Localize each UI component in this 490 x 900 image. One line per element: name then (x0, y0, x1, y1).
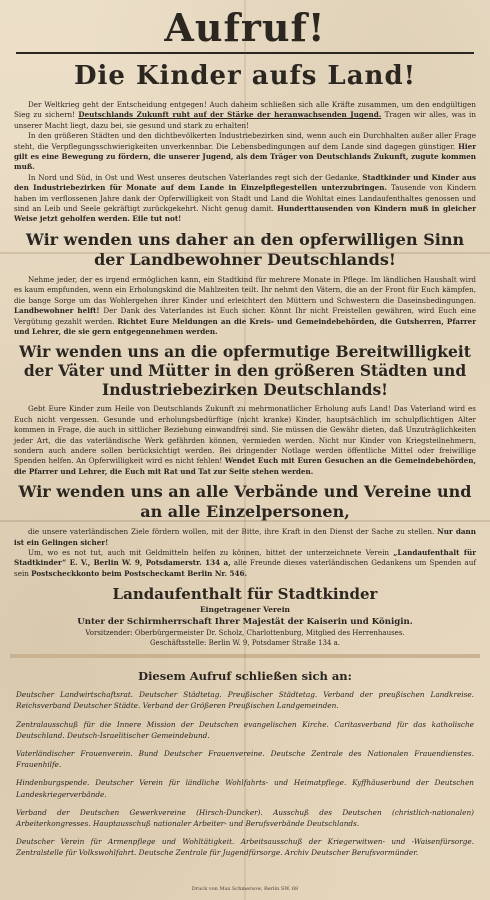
supporter-group: Verband der Deutschen Gewerkvereine (Hirsch-Duncker). Ausschuß des Deutschen (christlich-nationalen) Arbeiterkongresses. Hauptausschuß nationaler Arbeiter- und Berufsverbände Deutschlands. (16, 807, 474, 829)
movement-paragraph: In Nord und Süd, in Ost und West unseres deutschen Vaterlandes regt sich der Gedanke, Stadtkinder und Kinder aus den Industriebezirken für Monate auf dem Lande in Einzelpflegestellen unterzubringen. Tausende von Kindern haben im verflossenen Jahre dank der Opferwilligkeit von Stadt und Land die Wohltat eines Landaufenthaltes genossen und sind an Leib und Seele gekräftigt zurückgekehrt. Nicht genug damit. Hunderttausenden von Kindern muß in gleicher Weise jetzt geholfen werden. Eile tut not! (14, 172, 476, 224)
supporter-group: Hindenburgspende. Deutscher Verein für ländliche Wohlfahrts- und Heimatpflege. Kyffhäuserbund der Deutschen Landeskriegerverbände. (16, 778, 474, 799)
poster-title: Aufruf! (164, 5, 326, 50)
supporter-group: Deutscher Landwirtschaftsrat. Deutscher Städtetag. Preußischer Städtetag. Verband der preußischen Landkreise. Reichsverband Deutscher Städte. Verband der Größeren Preußischen Landgemeinden. (16, 690, 474, 711)
supporter-group: Vaterländischer Frauenverein. Bund Deutscher Frauenvereine. Deutsche Zentrale des Nationalen Frauendienstes. Frauenhilfe. (16, 749, 474, 770)
heading-parents-appeal: Wir wenden uns an die opfermutige Bereitwilligkeit der Väter und Mütter in den größeren Städten und Industriebezirken Deutschlands! (19, 342, 471, 400)
parents-paragraph: Gebt Eure Kinder zum Heile von Deutschlands Zukunft zu mehrmonatlicher Erholung aufs Land! Das Vaterland wird es Euch nicht vergessen. Gesunde und erholungsbedürftige (nicht kranke) Kinder, hauptsächlich im schulpflichtigen Alter kommen in Frage, die auch in sittlicher Beziehung einwandfrei sind. Sie müssen die Gewähr dieten, daß Unzuträglichkeiten jeder Art, die das vaterländische Werk gefährden können, vermieden werden. Nicht nur Kinder von Kriegsteilnehmern, sondern auch andere sollen berücksichtigt werden. Bei dringender Notlage werden öffentliche Mittel oder freiwillige Spenden helfen. An Opferwilligkeit wird es nicht fehlen! Wendet Euch mit Euren Gesuchen an die Gemeindebehörden, die Pfarrer und Lehrer, die Euch mit Rat und Tat zur Seite stehen werden. (14, 404, 476, 476)
supporters-heading: Diesem Aufruf schließen sich an: (138, 669, 352, 684)
donation-paragraph: Um, wo es not tut, auch mit Geldmitteln helfen zu können, bittet der unterzeichnete Verein „Landaufenthalt für Stadtkinder“ E. V., Berlin W. 9, Potsdamerstr. 134 a, alle Freunde dieses vaterländischen Gedankens um Spenden auf sein Postscheckkonto beim Postscheckamt Berlin Nr. 546. (14, 547, 476, 578)
poster-subtitle: Die Kinder aufs Land! (73, 61, 417, 91)
organization-name: Landaufenthalt für Stadtkinder (112, 585, 378, 604)
fold-line (244, 0, 246, 900)
printer-imprint: Druck von Max Schmersow, Berlin SW. 68 (191, 886, 299, 892)
intro-paragraph: Der Weltkrieg geht der Entscheidung entgegen! Auch daheim schließen sich alle Kräfte zusammen, um den endgültigen Sieg zu sichern! Deutschlands Zukunft ruht auf der Stärke der heranwachsenden Jugend. Tragen wir alles, was in unserer Macht liegt, dazu bei, sie gesund und stark zu erhalten! (14, 100, 476, 130)
rural-paragraph: Nehme jeder, der es irgend ermöglichen kann, ein Stadtkind für mehrere Monate in Pflege. Im ländlichen Haushalt wird es kaum empfunden, wenn ein Erholungskind die Mahlzeiten teilt. Ihr nehmt den Vätern, die an der Front für Euch kämpfen, die bange Sorge um das Wohlergehen ihrer Kinder und erleichtert den Müttern und Schwestern die Daseinsbedingungen. Landbewohner helft! Der Dank des Vaterlandes ist Euch sicher. Könnt Ihr nicht Freistellen gewähren, wird Euch eine Vergütung gezahlt werden. Richtet Eure Meldungen an die Kreis- und Gemeindebehörden, die Gutsherren, Pfarrer und Lehrer, die sie gern entgegennehmen werden. (14, 274, 477, 336)
heading-rural-appeal: Wir wenden uns daher an den opferwilligen Sinn der Landbewohner Deutschlands! (25, 229, 465, 269)
supporter-group: Deutscher Verein für Armenpflege und Wohltätigkeit. Arbeitsausschuß der Kriegerwitwen- und -Waisenfürsorge. Zentralstelle für Volkswohlfahrt. Deutsche Zentrale für Jugendfürsorge. Archiv Deutscher Berufsvormünder. (16, 837, 474, 858)
cities-paragraph: In den größeren Städten und den dichtbevölkerten Industriebezirken sind, wenn auch ein Durchhalten außer aller Frage steht, die Verpflegungsschwierigkeiten unverkennbar. Die Lebensbedingungen auf dem Lande sind dagegen günstiger. Hier gilt es eine Bewegung zu fördern, die unserer Jugend, als dem Träger von Deutschlands Zukunft, zugute kommen muß. (14, 131, 476, 172)
organization-chair: Vorsitzender: Oberbürgermeister Dr. Scholz, Charlottenburg, Mitglied des Herrenhauses. (85, 629, 405, 638)
associations-paragraph: die unsere vaterländischen Ziele fördern wollen, mit der Bitte, ihre Kraft in den Dienst der Sache zu stellen. Nur dann ist ein Gelingen sicher! (14, 527, 476, 547)
supporter-group: Zentralausschuß für die Innere Mission der Deutschen evangelischen Kirche. Caritasverband für das katholische Deutschland. Deutsch-Israelitischer Gemeindebund. (16, 719, 474, 740)
organization-patron: Unter der Schirmherrschaft Ihrer Majestät der Kaiserin und Königin. (77, 617, 413, 628)
organization-office: Geschäftsstelle: Berlin W. 9, Potsdamer Straße 134 a. (149, 639, 341, 648)
organization-type: Eingetragener Verein (199, 605, 291, 615)
heading-associations-appeal: Wir wenden uns an alle Verbände und Vereine und an alle Einzelpersonen, (18, 482, 472, 522)
